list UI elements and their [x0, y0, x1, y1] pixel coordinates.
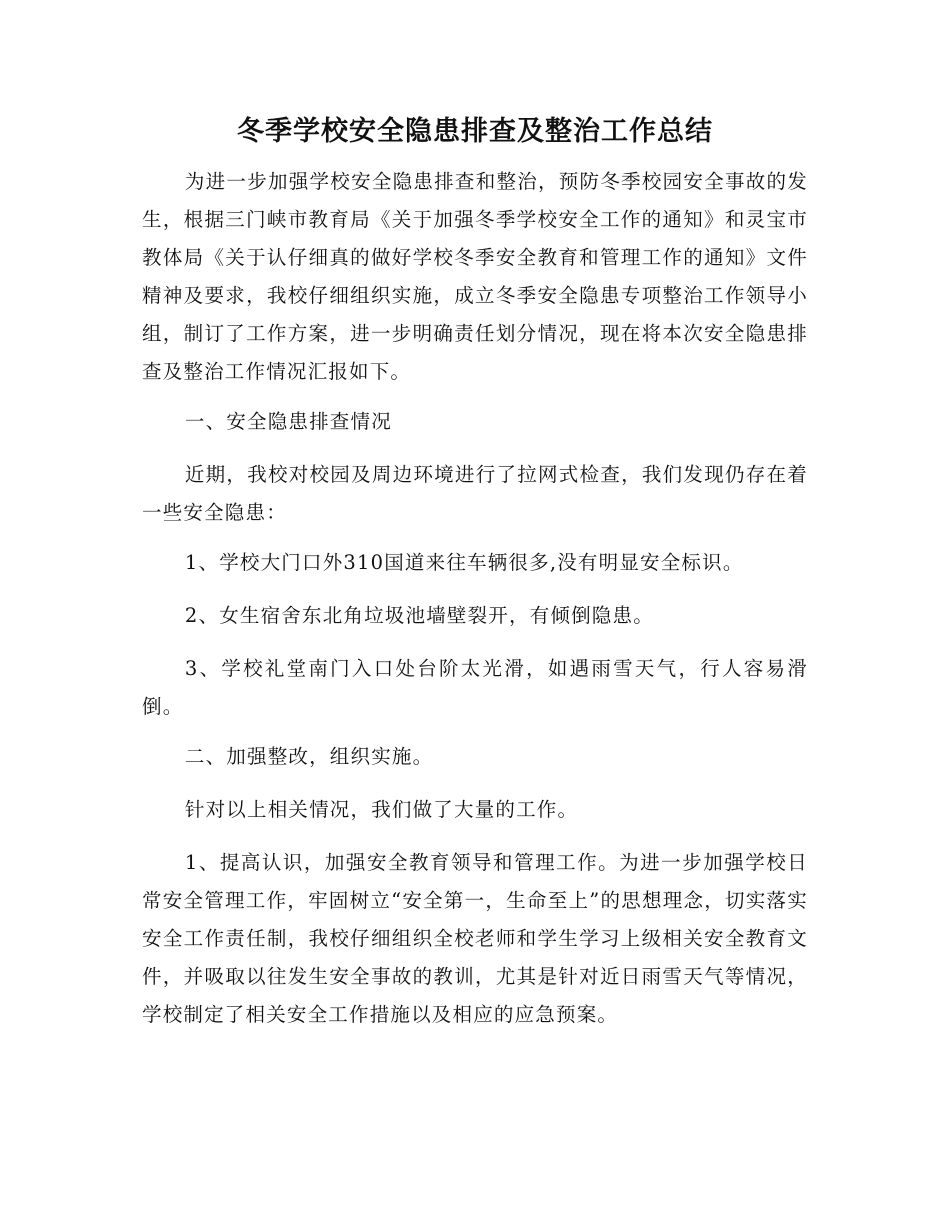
document-title: 冬季学校安全隐患排查及整治工作总结 — [237, 116, 713, 147]
measure-1-paragraph: 1、提高认识，加强安全教育领导和管理工作。为进一步加强学校日常安全管理工作，牢固树立“安全第一，生命至上”的思想理念，切实落实安全工作责任制，我校仔细组织全校老师和学生学习上级相关安全教育文件，并吸取以往发生安全事故的教训，尤其是针对近日雨雪天气等情况，学校制定了相关安全工作措施以及相应的应急预案。 — [142, 851, 808, 1026]
section1-heading: 一、安全隐患排查情况 — [184, 410, 392, 433]
hazard-item-3: 3、学校礼堂南门入口处台阶太光滑，如遇雨雪天气，行人容易滑倒。 — [142, 657, 808, 718]
section2-intro-paragraph: 针对以上相关情况，我们做了大量的工作。 — [184, 798, 579, 821]
section2-heading: 二、加强整改，组织实施。 — [184, 745, 434, 768]
section1-intro-paragraph: 近期，我校对校园及周边环境进行了拉网式检查，我们发现仍存在着一些安全隐患： — [142, 463, 808, 524]
hazard-item-2: 2、女生宿舍东北角垃圾池墙壁裂开，有倾倒隐患。 — [184, 604, 654, 627]
intro-paragraph: 为进一步加强学校安全隐患排查和整治，预防冬季校园安全事故的发生，根据三门峡市教育局《关于加强冬季学校安全工作的通知》和灵宝市教体局《关于认仔细真的做好学校冬季安全教育和管理工作的通知》文件精神及要求，我校仔细组织实施，成立冬季安全隐患专项整治工作领导小组，制订了工作方案，进一步明确责任划分情况，现在将本次安全隐患排查及整治工作情况汇报如下。 — [142, 170, 808, 383]
hazard-item-1: 1、学校大门口外310国道来往车辆很多,没有明显安全标识。 — [184, 551, 744, 574]
